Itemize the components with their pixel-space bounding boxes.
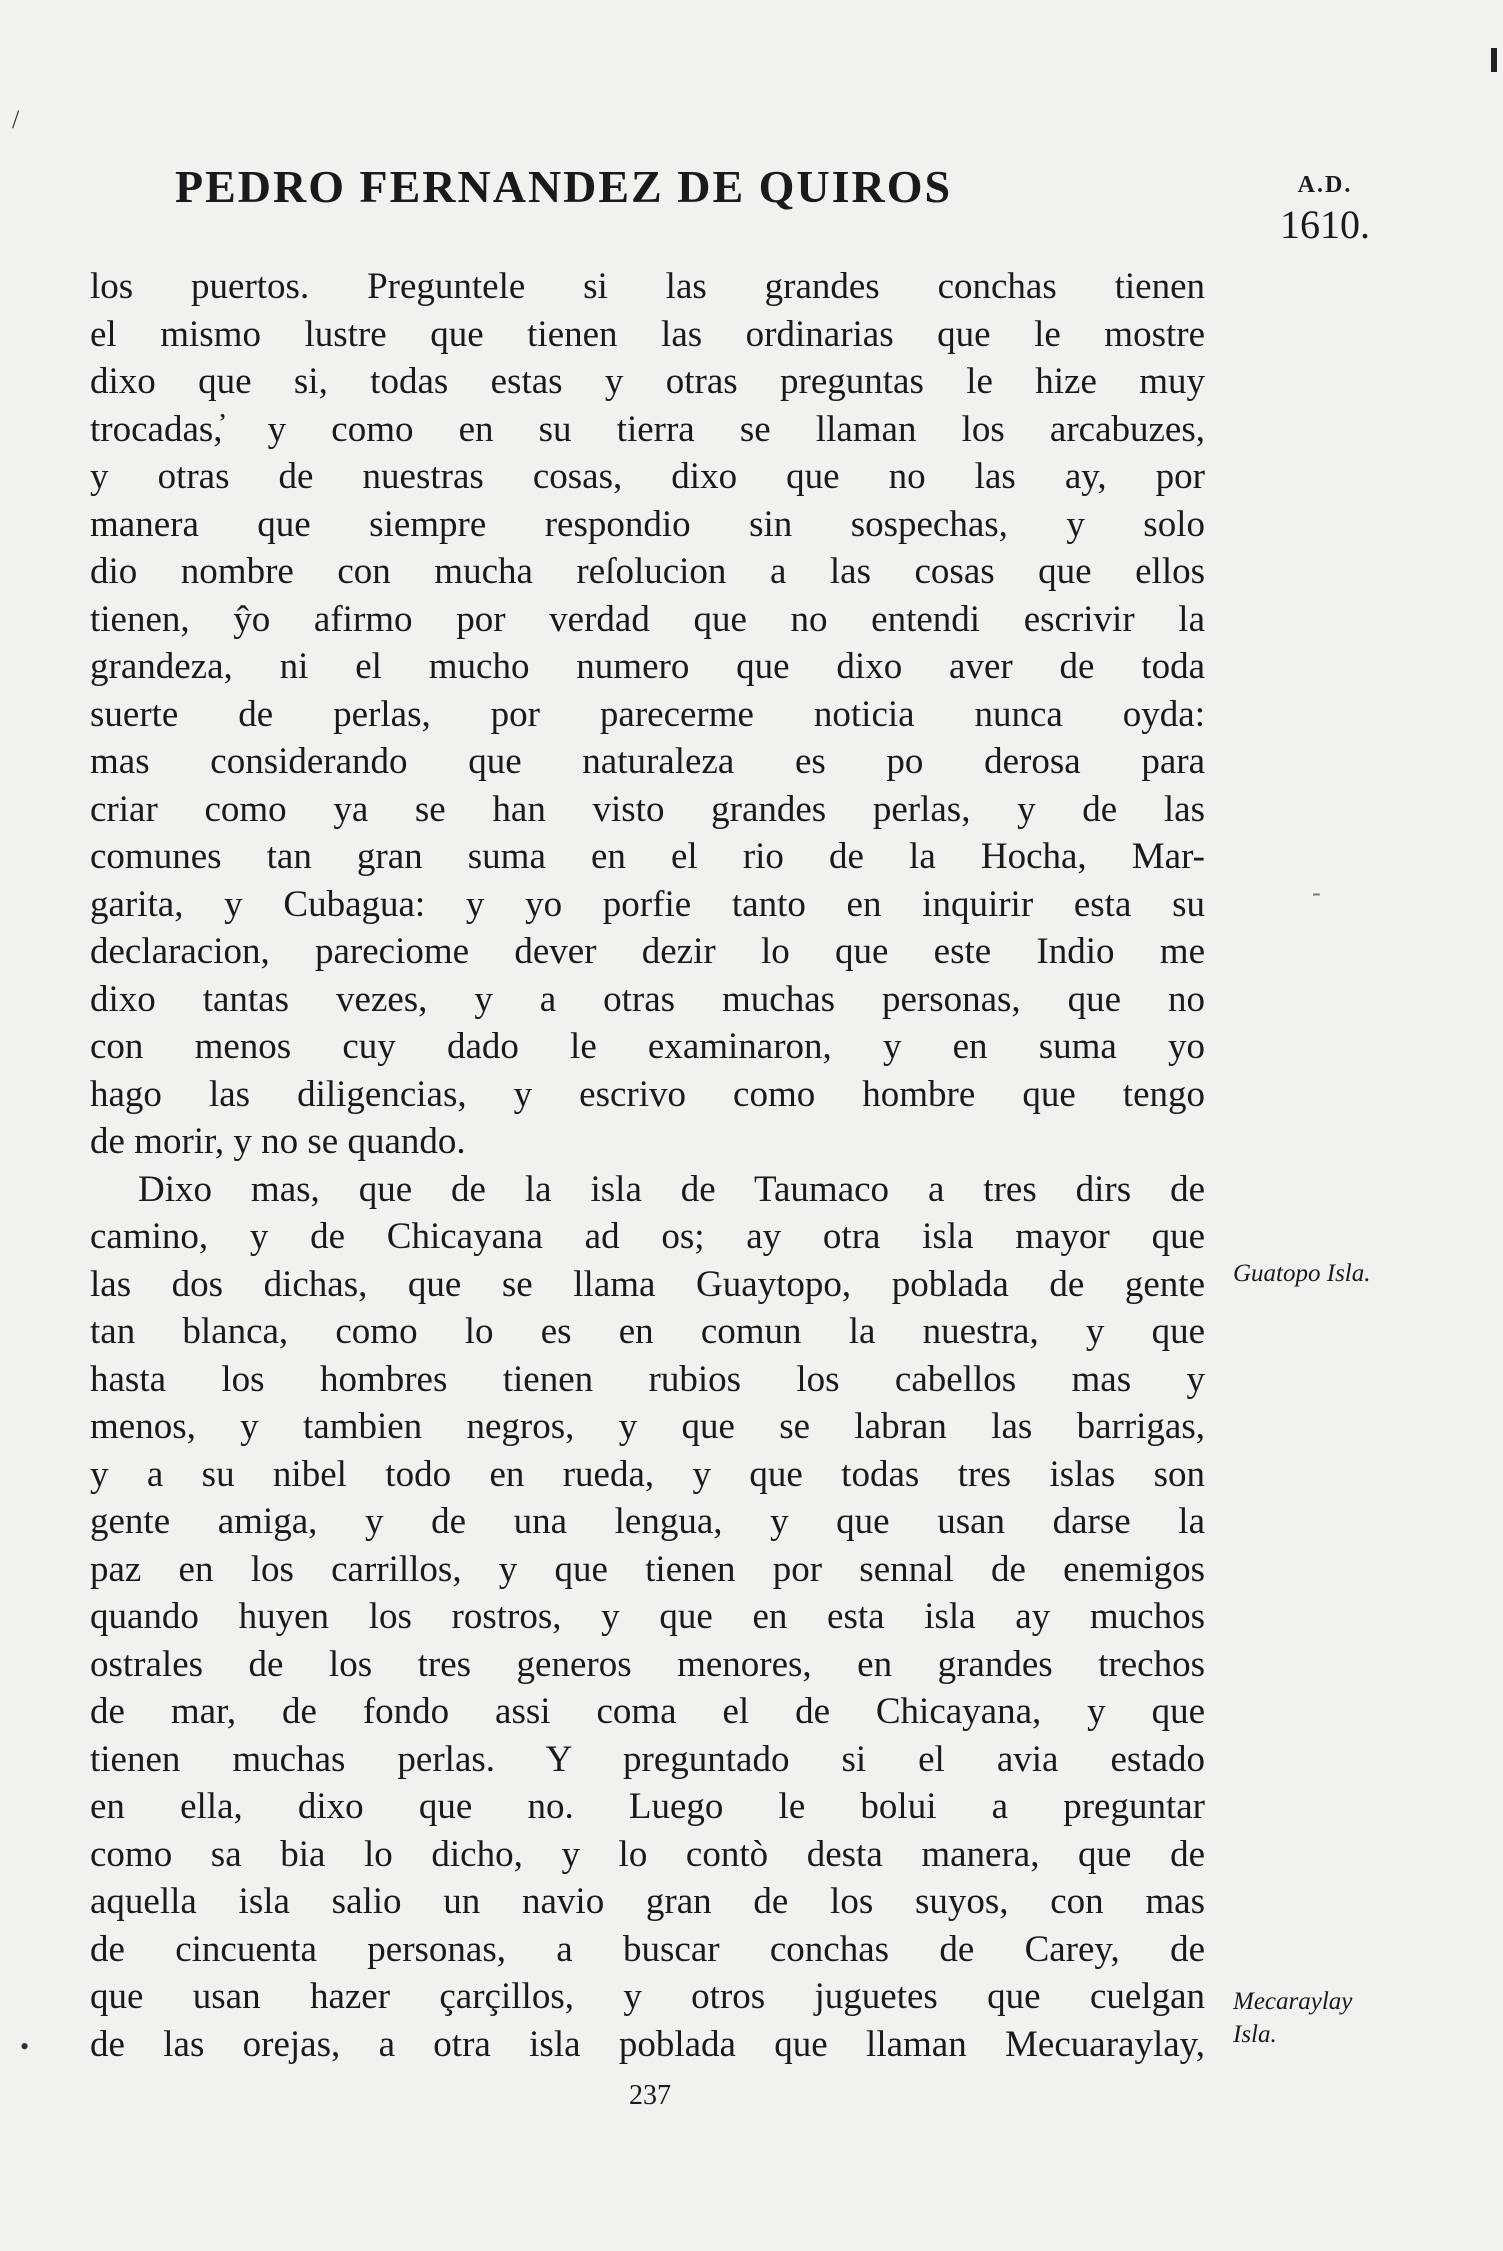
text-line: suerte de perlas, por parecerme noticia nunca oyda:: [90, 693, 1205, 735]
text-line: dio nombre con mucha reſolucion a las cosas que ellos: [90, 551, 1205, 592]
text-line: quando huyen los rostros, y que en esta isla ay muchos: [90, 1596, 1205, 1637]
text-line: gente amiga, y de una lengua, y que usan darse la: [90, 1501, 1205, 1542]
text-line: de las orejas, a otra isla poblada que llaman Mecuaraylay,: [90, 2023, 1205, 2065]
running-title: PEDRO FERNANDEZ DE QUIROS: [175, 161, 953, 212]
margin-note-mecaraylay: [1233, 1985, 1352, 2051]
text-line: de cincuenta personas, a buscar conchas de Carey, de: [90, 1928, 1205, 1970]
text-line: ostrales de los tres generos menores, en grandes trechos: [90, 1643, 1205, 1685]
text-line: criar como ya se han visto grandes perlas, y de las: [90, 788, 1205, 830]
text-line: comunes tan gran suma en el rio de la Hocha, Mar-: [90, 836, 1205, 877]
text-line: y a su nibel todo en rueda, y que todas tres islas son: [90, 1453, 1205, 1495]
text-line: dixo que si, todas estas y otras preguntas le hize muy: [90, 361, 1205, 402]
margin-note-text: Mecaraylay: [1233, 1988, 1353, 2015]
text-line: hago las diligencias, y escrivo como hombre que tengo: [90, 1073, 1205, 1115]
page-number: 237: [629, 2080, 671, 2111]
text-line: de mar, de fondo assi coma el de Chicayana, y que: [90, 1691, 1205, 1732]
text-line: declaracion, pareciome dever dezir lo que este Indio me: [90, 931, 1205, 972]
text-line: que usan hazer çarçillos, y otros juguetes que cuelgan: [90, 1976, 1205, 2017]
stray-mark-right-margin: -: [1312, 878, 1321, 907]
text-line-paragraph-start: Dixo mas, que de la isla de Taumaco a tres dirs de: [138, 1168, 1205, 1210]
text-line: garita, y Cubagua: y yo porfie tanto en inquirir esta su: [90, 883, 1205, 925]
text-line: los puertos. Preguntele si las grandes conchas tienen: [90, 266, 1205, 307]
text-line: hasta los hombres tienen rubios los cabellos mas y: [90, 1358, 1205, 1400]
year-value: 1610.: [1280, 202, 1370, 247]
text-line: tienen muchas perlas. Y preguntado si el avia estado: [90, 1738, 1205, 1780]
text-line: tienen, ŷo afirmo por verdad que no entendi escrivir la: [90, 598, 1205, 640]
text-line: dixo tantas vezes, y a otras muchas personas, que no: [90, 978, 1205, 1020]
text-line: con menos cuy dado le examinaron, y en suma yo: [90, 1026, 1205, 1067]
text-line: mas considerando que naturaleza es po derosa para: [90, 741, 1205, 782]
text-line: el mismo lustre que tienen las ordinarias que le mostre: [90, 313, 1205, 355]
text-line: tan blanca, como lo es en comun la nuestra, y que: [90, 1311, 1205, 1352]
text-line: camino, y de Chicayana ad os; ay otra isla mayor que: [90, 1216, 1205, 1257]
stray-mark-top-left: /: [12, 105, 20, 134]
text-line: como sa bia lo dicho, y lo contò desta manera, que de: [90, 1833, 1205, 1875]
page-edge-mark: [1491, 48, 1497, 72]
text-line: trocadas,̓ y como en su tierra se llaman los arcabuzes,: [90, 408, 1205, 450]
margin-note-guatopo: [1233, 1257, 1371, 1290]
text-line: de morir, y no se quando.: [90, 1121, 466, 1162]
stray-mark-bottom-left: •: [20, 2032, 30, 2061]
text-line: grandeza, ni el mucho numero que dixo aver de toda: [90, 646, 1205, 687]
margin-note-text: Isla.: [1233, 2021, 1277, 2048]
text-line: aquella isla salio un navio gran de los suyos, con mas: [90, 1881, 1205, 1922]
text-line: paz en los carrillos, y que tienen por sennal de enemigos: [90, 1548, 1205, 1590]
text-line: y otras de nuestras cosas, dixo que no las ay, por: [90, 456, 1205, 497]
text-line: manera que siempre respondio sin sospechas, y solo: [90, 503, 1205, 545]
text-line: en ella, dixo que no. Luego le bolui a preguntar: [90, 1786, 1205, 1827]
year-label: A.D.: [1297, 172, 1353, 198]
margin-note-text: Guatopo Isla.: [1233, 1260, 1371, 1287]
text-line: las dos dichas, que se llama Guaytopo, poblada de gente: [90, 1263, 1205, 1305]
year-marginalia: [1255, 172, 1395, 248]
body-text: [90, 263, 1205, 2068]
text-line: menos, y tambien negros, y que se labran las barrigas,: [90, 1406, 1205, 1447]
